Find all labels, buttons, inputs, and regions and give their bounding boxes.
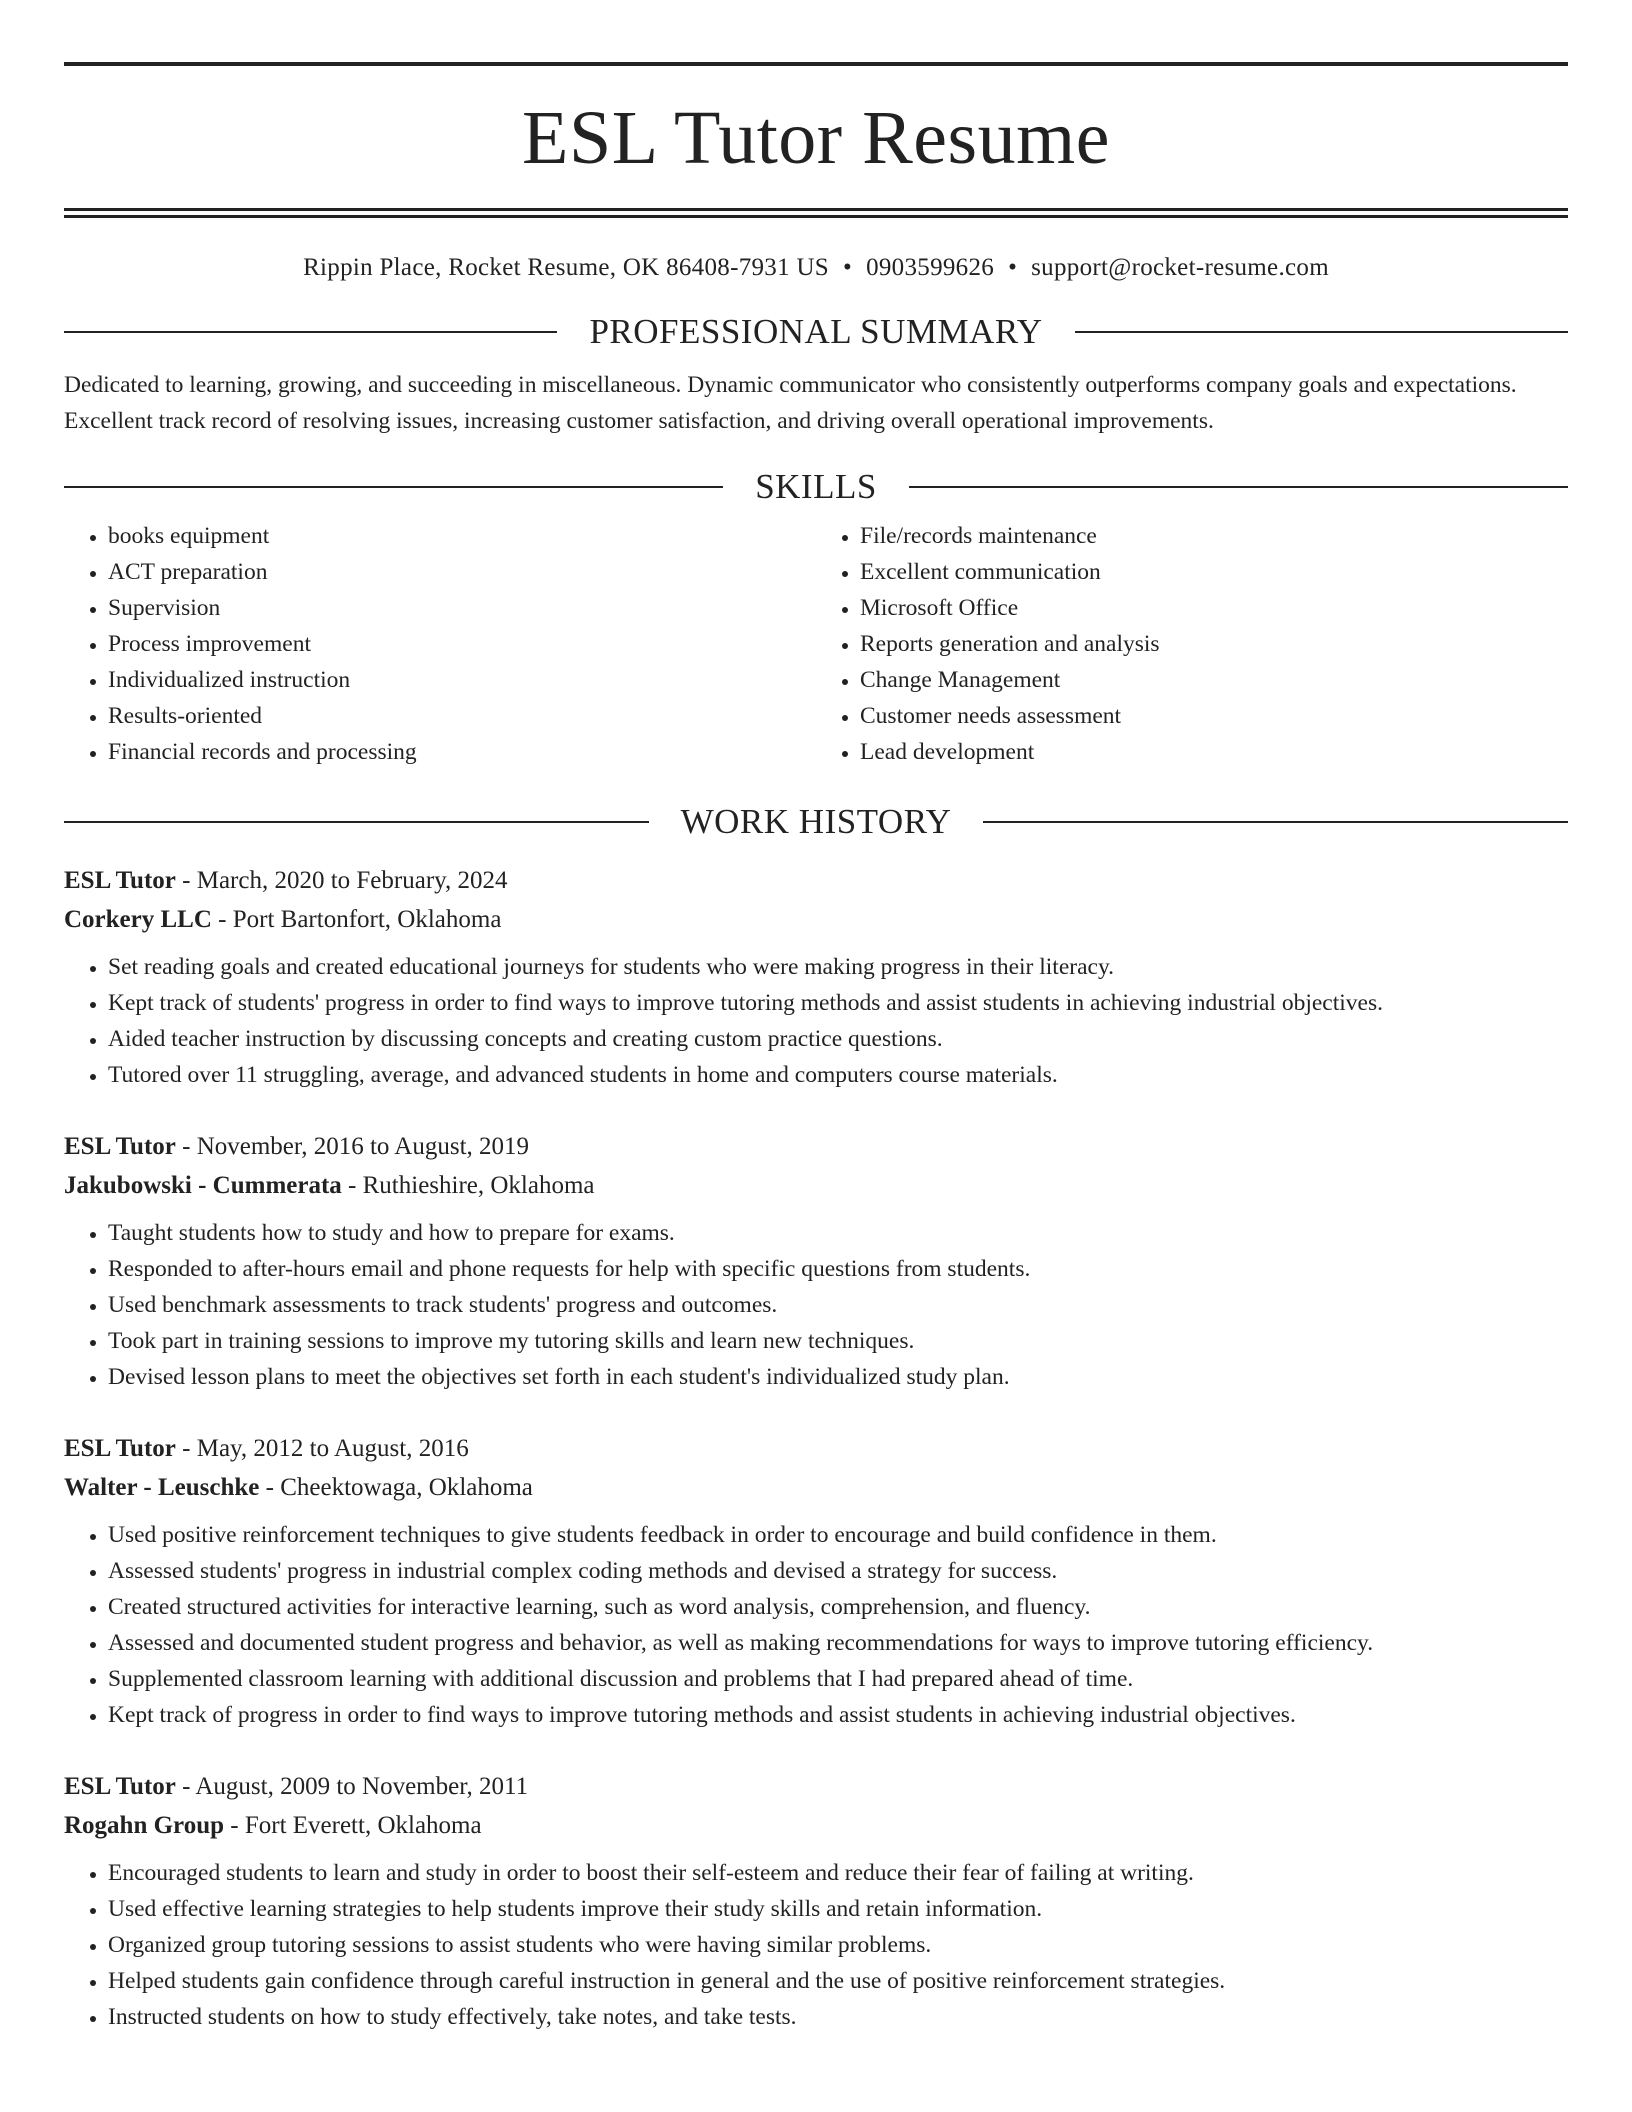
job-bullet: • Used positive reinforcement techniques to give students feedback in order to encourage and build confidence in them.: [108, 1517, 1568, 1553]
job-location: - Port Bartonfort, Oklahoma: [211, 906, 502, 933]
job-bullets: [64, 1517, 1568, 1733]
job-location: - Ruthieshire, Oklahoma: [341, 1172, 595, 1199]
job-company: Walter - Leuschke: [64, 1474, 260, 1501]
work-history-list: [64, 861, 1568, 2035]
skill-item: • ACT preparation: [108, 554, 816, 590]
job-title-line: [64, 1127, 1568, 1166]
contact-phone: 0903599626: [866, 254, 995, 281]
heading-rule-left: [64, 486, 723, 488]
job-bullet: • Aided teacher instruction by discussing concepts and creating custom practice questions.: [108, 1021, 1568, 1057]
skill-item: • Financial records and processing: [108, 734, 816, 770]
heading-rule-right: [909, 486, 1568, 488]
job-bullet: • Helped students gain confidence through careful instruction in general and the use of positive reinforcement strategies.: [108, 1963, 1568, 1999]
skills-column-right: [816, 518, 1568, 770]
contact-separator: •: [843, 254, 853, 281]
work-heading-label: WORK HISTORY: [680, 802, 952, 841]
job-dates: - March, 2020 to February, 2024: [175, 867, 508, 894]
job-entry: [64, 861, 1568, 1093]
job-company-line: [64, 1166, 1568, 1205]
job-title-line: [64, 1429, 1568, 1468]
job-title-line: [64, 1767, 1568, 1806]
job-bullet: • Set reading goals and created educational journeys for students who were making progress in their literacy.: [108, 949, 1568, 985]
summary-section-heading: [64, 314, 1568, 349]
job-bullets: [64, 1855, 1568, 2035]
skill-item: • Process improvement: [108, 626, 816, 662]
job-company: Corkery LLC: [64, 906, 212, 933]
job-bullets: [64, 1215, 1568, 1395]
skill-item: • books equipment: [108, 518, 816, 554]
resume-title: ESL Tutor Resume: [522, 96, 1110, 180]
job-entry: [64, 1767, 1568, 2035]
job-bullet: • Organized group tutoring sessions to assist students who were having similar problems.: [108, 1927, 1568, 1963]
heading-rule-right: [983, 821, 1568, 823]
job-dates: - May, 2012 to August, 2016: [175, 1435, 469, 1462]
header-double-rule: [64, 208, 1568, 218]
contact-address: Rippin Place, Rocket Resume, OK 86408-7931 US: [303, 254, 830, 281]
skill-item: • Change Management: [860, 662, 1568, 698]
skill-item: • Lead development: [860, 734, 1568, 770]
work-section-heading: [64, 804, 1568, 839]
heading-rule-left: [64, 331, 557, 333]
skills-section-heading: [64, 469, 1568, 504]
heading-rule-left: [64, 821, 649, 823]
job-bullet: • Assessed students' progress in industrial complex coding methods and devised a strategy for success.: [108, 1553, 1568, 1589]
contact-email: support@rocket-resume.com: [1031, 254, 1329, 281]
job-bullets: [64, 949, 1568, 1093]
job-bullet: • Supplemented classroom learning with additional discussion and problems that I had prepared ahead of time.: [108, 1661, 1568, 1697]
job-bullet: • Created structured activities for interactive learning, such as word analysis, comprehension, and fluency.: [108, 1589, 1568, 1625]
heading-rule-right: [1075, 331, 1568, 333]
skill-item: • Customer needs assessment: [860, 698, 1568, 734]
job-bullet: • Assessed and documented student progress and behavior, as well as making recommendations for ways to improve tutoring efficiency.: [108, 1625, 1568, 1661]
job-bullet: • Took part in training sessions to improve my tutoring skills and learn new techniques.: [108, 1323, 1568, 1359]
skills-column-left: [64, 518, 816, 770]
job-bullet: • Used effective learning strategies to help students improve their study skills and retain information.: [108, 1891, 1568, 1927]
header-top-rule: [64, 62, 1568, 66]
summary-text: Dedicated to learning, growing, and succeeding in miscellaneous. Dynamic communicator who consistently outperforms company goals and expectations. Excellent track record of resolving issues, increasing customer satisfaction, and driving overall operational improvements.: [64, 372, 1517, 434]
skill-item: • Supervision: [108, 590, 816, 626]
job-bullet: • Used benchmark assessments to track students' progress and outcomes.: [108, 1287, 1568, 1323]
job-dates: - November, 2016 to August, 2019: [175, 1133, 530, 1160]
contact-separator: •: [1008, 254, 1018, 281]
job-entry: [64, 1127, 1568, 1395]
job-bullet: • Tutored over 11 struggling, average, and advanced students in home and computers course materials.: [108, 1057, 1568, 1093]
skills-heading-label: SKILLS: [755, 467, 877, 506]
job-bullet: • Kept track of students' progress in order to find ways to improve tutoring methods and assist students in achieving industrial objectives.: [108, 985, 1568, 1021]
job-bullet: • Instructed students on how to study effectively, take notes, and take tests.: [108, 1999, 1568, 2035]
job-title: ESL Tutor: [64, 1773, 176, 1800]
job-title: ESL Tutor: [64, 1133, 176, 1160]
summary-heading-label: PROFESSIONAL SUMMARY: [589, 312, 1043, 351]
job-title: ESL Tutor: [64, 867, 176, 894]
job-bullet: • Taught students how to study and how to prepare for exams.: [108, 1215, 1568, 1251]
job-company-line: [64, 1806, 1568, 1845]
skill-item: • Results-oriented: [108, 698, 816, 734]
job-title-line: [64, 861, 1568, 900]
job-bullet: • Kept track of progress in order to find ways to improve tutoring methods and assist students in achieving industrial objectives.: [108, 1697, 1568, 1733]
job-bullet: • Encouraged students to learn and study in order to boost their self-esteem and reduce their fear of failing at writing.: [108, 1855, 1568, 1891]
skill-item: • Reports generation and analysis: [860, 626, 1568, 662]
job-location: - Fort Everett, Oklahoma: [224, 1812, 482, 1839]
skill-item: • Excellent communication: [860, 554, 1568, 590]
job-title: ESL Tutor: [64, 1435, 176, 1462]
job-company: Rogahn Group: [64, 1812, 225, 1839]
job-company-line: [64, 900, 1568, 939]
job-company: Jakubowski - Cummerata: [64, 1172, 342, 1199]
job-entry: [64, 1429, 1568, 1733]
job-dates: - August, 2009 to November, 2011: [175, 1773, 529, 1800]
job-location: - Cheektowaga, Oklahoma: [259, 1474, 533, 1501]
skills-list: [64, 518, 1568, 770]
skill-item: • File/records maintenance: [860, 518, 1568, 554]
contact-line: [64, 254, 1568, 282]
skill-item: • Microsoft Office: [860, 590, 1568, 626]
job-company-line: [64, 1468, 1568, 1507]
job-bullet: • Responded to after-hours email and phone requests for help with specific questions from students.: [108, 1251, 1568, 1287]
job-bullet: • Devised lesson plans to meet the objectives set forth in each student's individualized study plan.: [108, 1359, 1568, 1395]
skill-item: • Individualized instruction: [108, 662, 816, 698]
